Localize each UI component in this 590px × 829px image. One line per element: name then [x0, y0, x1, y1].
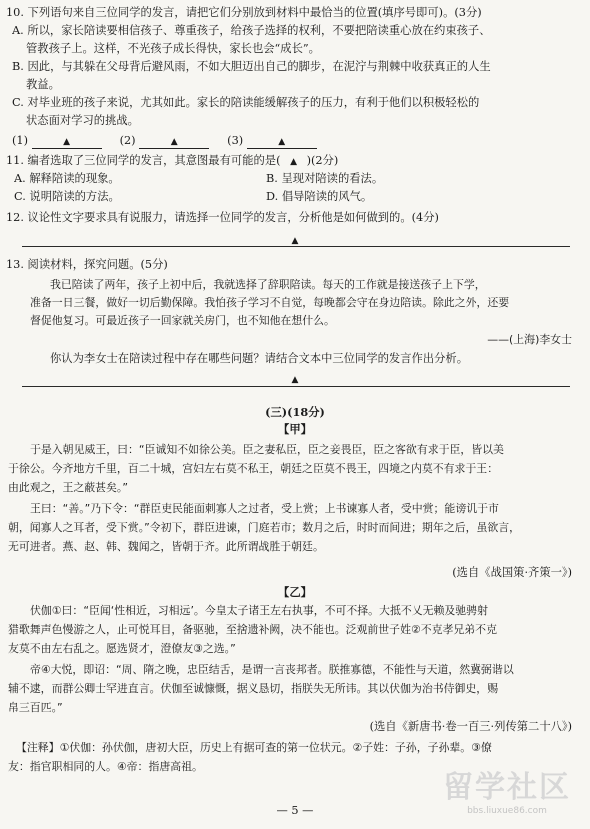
answer-mark-icon: ▲ — [290, 157, 298, 167]
passage-jia-label: 【甲】 — [278, 422, 312, 436]
q13-material-line3: 督促他复习。可最近孩子一回家就关房门，也不知他在想什么。 — [30, 314, 335, 327]
q10-option-a-line2: 管教孩子上。这样，不光孩子成长得快，家长也会“成长”。 — [26, 42, 320, 55]
q10-option-b-line2: 教益。 — [26, 78, 60, 91]
q13-material-line1: 我已陪读了两年，孩子上初中后，我就选择了辞职陪读。每天的工作就是接送孩子上下学， — [50, 278, 486, 291]
q10-blank-2[interactable] — [139, 135, 209, 149]
q10-blank-1-label: (1) — [12, 134, 29, 147]
q11-option-c: C. 说明陪读的方法。 — [14, 190, 120, 203]
q13-material-line2: 准备一日三餐，做好一切后勤保障。我怕孩子学习不自觉，每晚都会守在身边陪读。除此之外，还要 — [30, 296, 510, 309]
q13-question: 你认为李女士在陪读过程中存在哪些问题？请结合文本中三位同学的发言作出分析。 — [50, 352, 468, 365]
q11-option-d: D. 倡导陪读的风气。 — [266, 190, 373, 203]
q13-answer-rule — [22, 386, 570, 387]
watermark-main-text: 留学社区 — [443, 770, 571, 805]
annotation-line2: 友：指官职相同的人。④帝：指唐高祖。 — [8, 760, 203, 773]
q10-option-a-line1: A. 所以，家长陪读要相信孩子、尊重孩子，给孩子选择的权利，不要把陪读重心放在约束孩子、 — [12, 24, 491, 37]
q10-option-b-line1: B. 因此，与其躲在父母背后避风雨，不如大胆迈出自己的脚步，在泥泞与荆棘中收获真正的人生 — [12, 60, 491, 73]
passage-yi-line: 友莫不由左右乱之。愿选贤才，澄僚友③之选。” — [8, 642, 236, 655]
q11-stem-tail: )(2分) — [306, 154, 339, 167]
answer-mark-icon: ▲ — [63, 137, 71, 147]
q10-option-c-line1: C. 对毕业班的孩子来说，尤其如此。家长的陪读能缓解孩子的压力，有利于他们以积极轻松的 — [12, 96, 480, 109]
q12-answer-rule — [22, 246, 570, 247]
passage-yi-line: 猎歌舞声色慢游之人，止可悦耳目，备驱驰，至捨遗补阙，决不能也。泛观前世子姓②不克孝兄弟不克 — [8, 623, 497, 636]
answer-mark-icon: ▲ — [170, 137, 178, 147]
q10-blank-2-label: (2) — [119, 134, 136, 147]
q11-stem — [6, 153, 576, 170]
passage-yi-line: 伏伽①曰：“臣闻‘性相近，习相远’。今皇太子诸王左右执事，不可不择。大抵不乂无赖及驰骋射 — [30, 604, 488, 617]
passage-jia-line: 朝，闻寡人之耳者，受下赏。”令初下，群臣进谏，门庭若市；数月之后，时时而间进；期年之后，虽欲言， — [8, 521, 521, 534]
q13-material-source: ——(上海)李女士 — [487, 333, 572, 346]
watermark-url: bbs.liuxue86.com — [467, 806, 547, 816]
answer-mark-icon: ▲ — [278, 137, 286, 147]
passage-jia-line: 无可进者。燕、赵、韩、魏闻之，皆朝于齐。此所谓战胜于朝廷。 — [8, 540, 324, 553]
passage-jia-line: 由此观之，王之蔽甚矣。” — [8, 481, 128, 494]
passage-yi-label: 【乙】 — [278, 585, 312, 599]
passage-yi-line: 辅不逮，而群公卿士罕进直言。伏伽至诚慷慨，据义恳切，指朕失无所讳。其以伏伽为治书侍御史，赐 — [8, 682, 499, 695]
passage-jia-line: 王曰：“善。”乃下令：“群臣吏民能面刺寡人之过者，受上赏；上书谏寡人者，受中赏；能谤讥于市 — [30, 502, 499, 515]
passage-yi-source: (选自《新唐书·卷一百三·列传第二十八》) — [369, 720, 572, 733]
q11-option-a: A. 解释陪读的现象。 — [14, 172, 120, 185]
q11-stem-text: 11. 编者选取了三位同学的发言，其意图最有可能的是( — [6, 154, 281, 167]
q13-stem: 13. 阅读材料，探究问题。(5分) — [6, 258, 168, 271]
passage-jia-line: 于徐公。今齐地方千里，百二十城，宫妇左右莫不私王，朝廷之臣莫不畏王，四境之内莫不有求于王： — [8, 462, 499, 475]
answer-mark-icon: ▲ — [291, 236, 299, 246]
q10-blank-3-label: (3) — [227, 134, 244, 147]
passage-yi-line: 帛三百匹。” — [8, 701, 63, 714]
q10-answer-blanks — [12, 133, 576, 149]
q12-stem: 12. 议论性文字要求具有说服力，请选择一位同学的发言，分析他是如何做到的。(4分) — [6, 211, 439, 224]
q10-stem: 10. 下列语句来自三位同学的发言，请把它们分别放到材料中最恰当的位置(填序号即可)。(3分) — [6, 6, 482, 19]
section-title: (三)(18分) — [265, 405, 325, 419]
passage-jia-source: (选自《战国策·齐策一》) — [452, 566, 572, 579]
q10-option-c-line2: 状态面对学习的挑战。 — [26, 114, 139, 127]
page-number: — 5 — — [276, 804, 314, 817]
q11-option-b: B. 呈现对陪读的看法。 — [266, 172, 384, 185]
q10-blank-1[interactable] — [32, 135, 102, 149]
q10-blank-3[interactable] — [247, 135, 317, 149]
passage-yi-line: 帝④大悦，即诏：“周、隋之晚，忠臣结舌，是谓一言丧邦者。朕推寡德，不能性与天道，然冀弼谐以 — [30, 663, 514, 676]
passage-jia-line: 于是入朝见威王，曰：“臣诚知不如徐公美。臣之妻私臣，臣之妾畏臣，臣之客欲有求于臣，皆以美 — [30, 443, 504, 456]
watermark-logo — [432, 771, 582, 819]
answer-mark-icon: ▲ — [291, 375, 299, 385]
annotation-line1: 【注释】①伏伽：孙伏伽，唐初大臣，历史上有据可查的第一位状元。②子姓：子孙，子孙辈。③僚 — [16, 741, 492, 754]
